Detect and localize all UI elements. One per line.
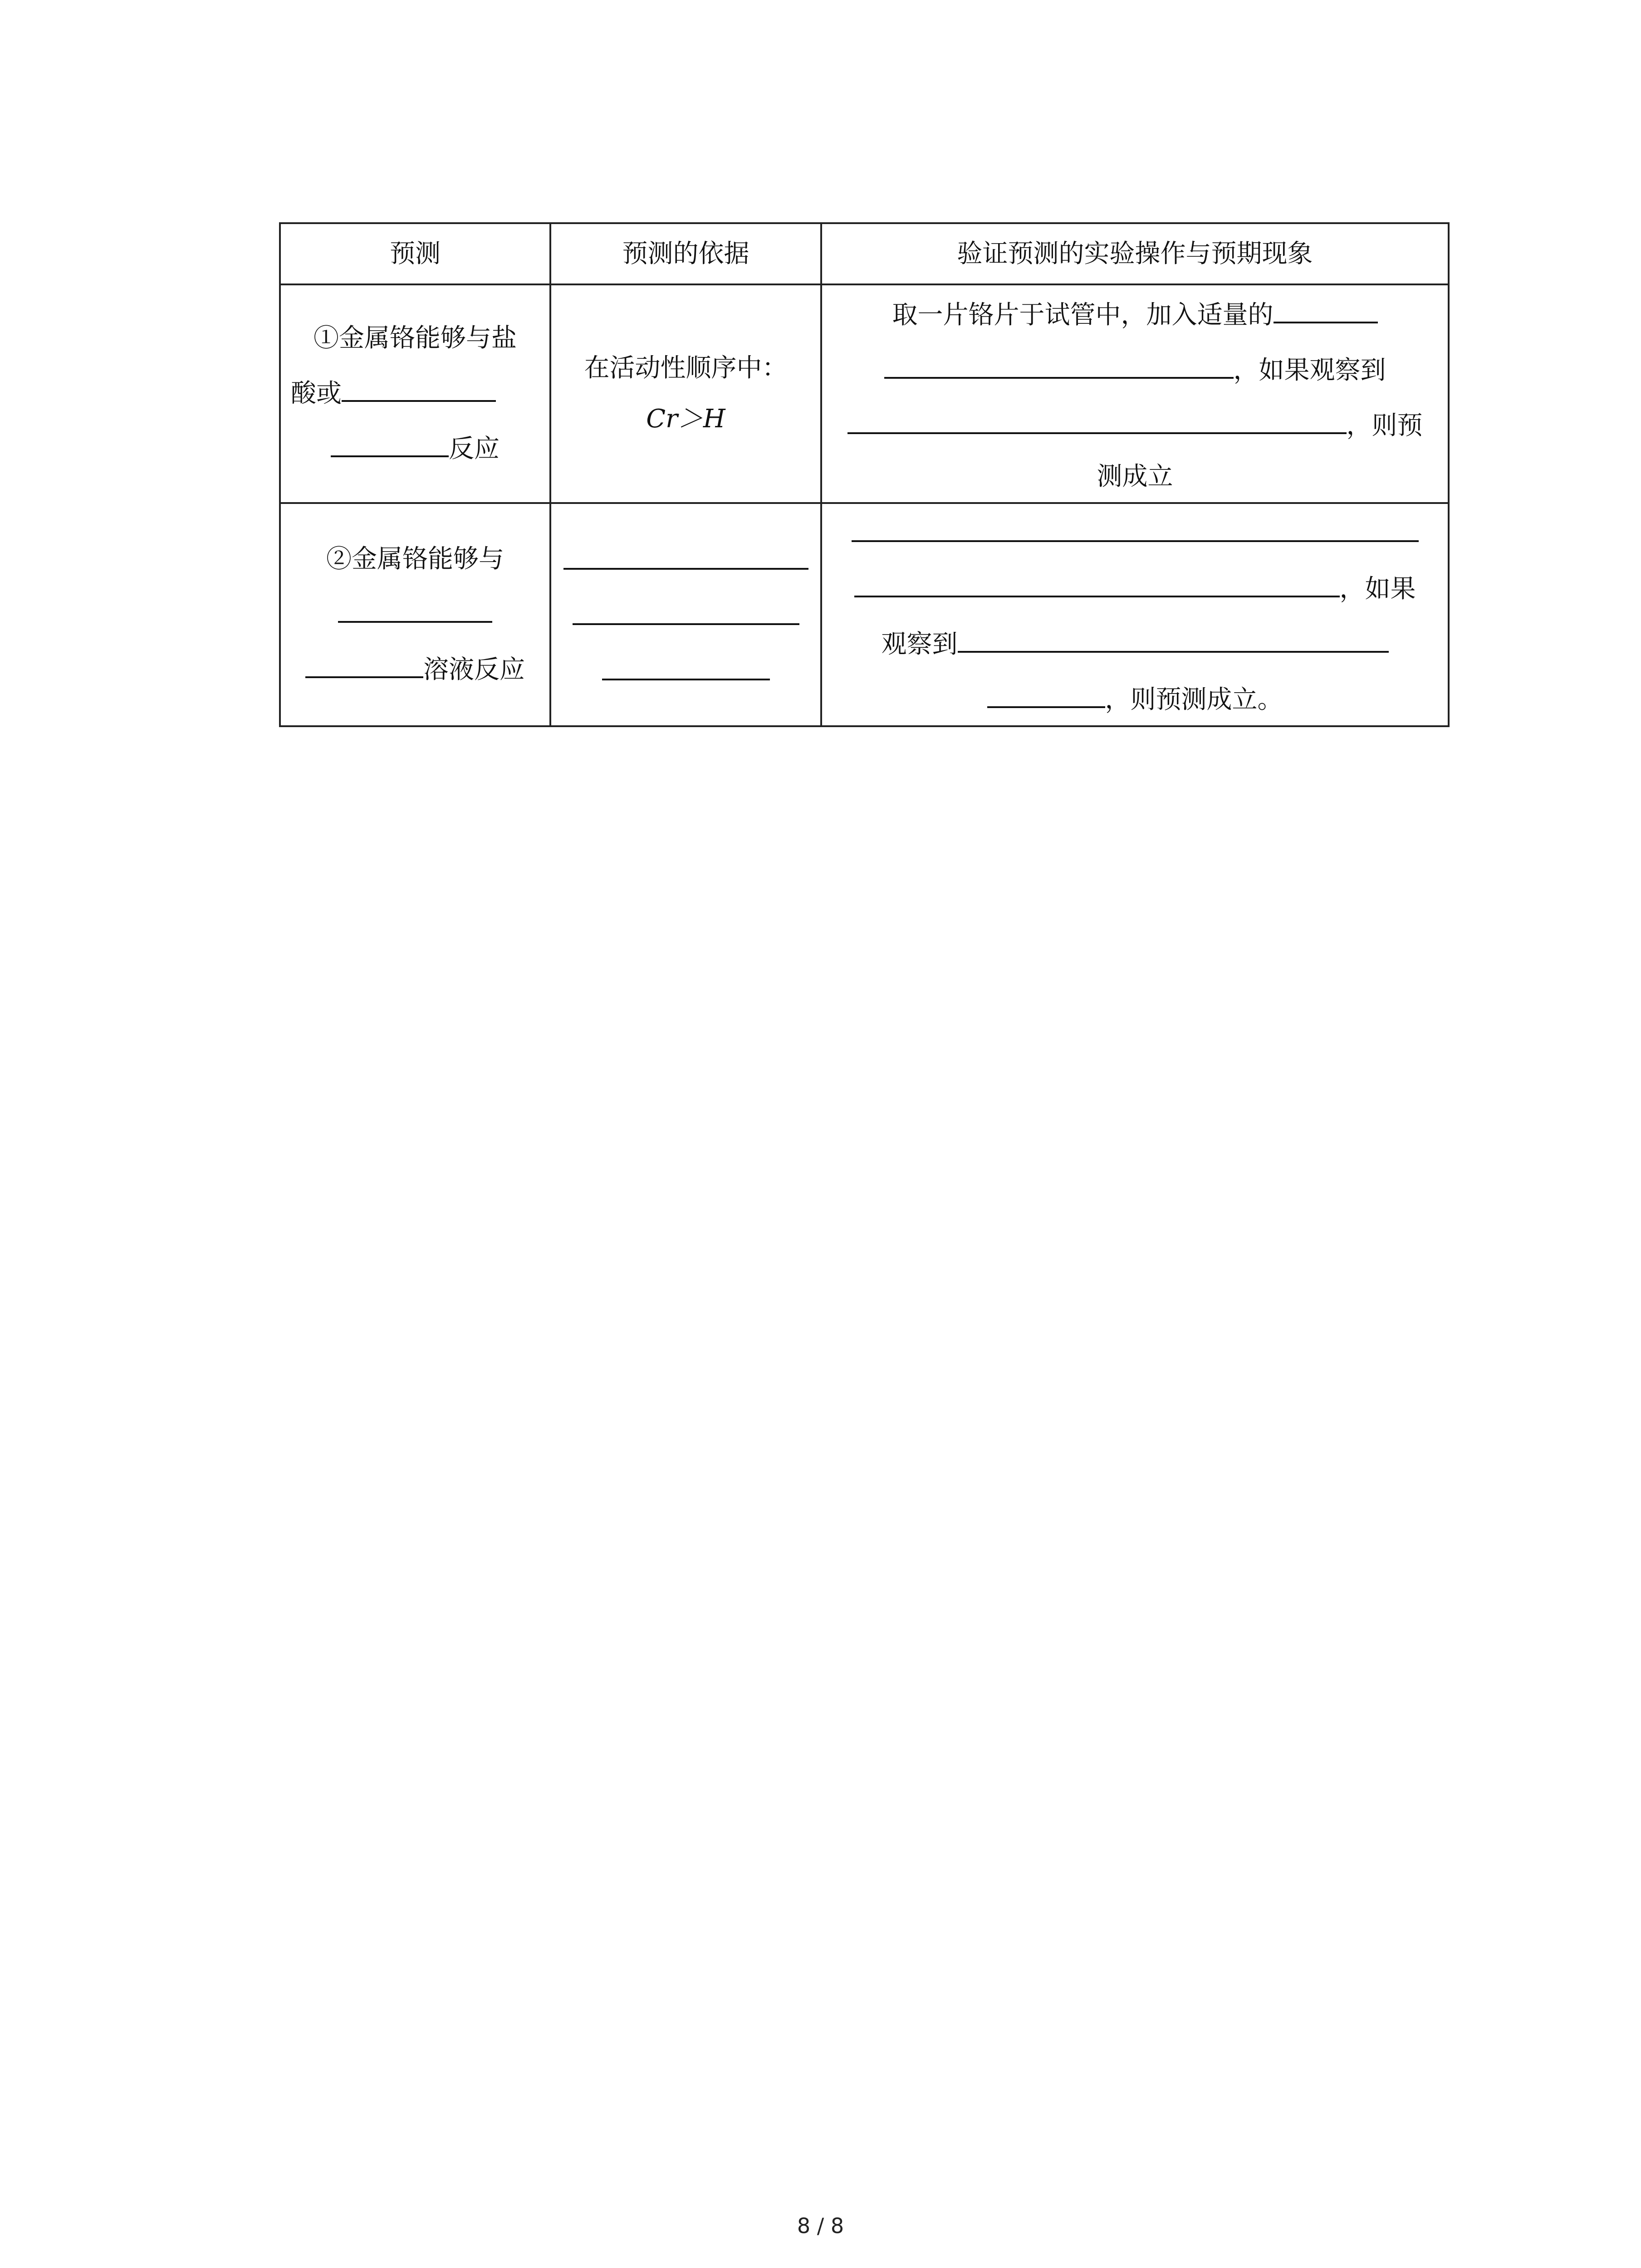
row2-op-text2: ，如果 [1339, 574, 1416, 604]
row2-op-line3 [832, 615, 1438, 670]
row1-op-text2: ，如果观察到 [1233, 356, 1386, 385]
answer-blank[interactable] [573, 587, 799, 625]
table-row [280, 284, 1449, 503]
answer-blank[interactable] [331, 419, 449, 457]
row2-prediction-line3 [291, 640, 539, 695]
row2-op-line4 [832, 670, 1438, 725]
row2-basis-line3 [561, 642, 810, 698]
row1-operation-cell [821, 284, 1449, 503]
answer-blank[interactable] [563, 532, 808, 570]
row1-op-line4: 测成立 [1097, 462, 1173, 491]
row2-op-line2 [832, 559, 1438, 615]
header-verification: 验证预测的实验操作与预期现象 [821, 223, 1449, 284]
row1-basis-line2: Cr＞H [646, 404, 725, 434]
row1-prediction-line3 [291, 419, 539, 474]
prediction-table [279, 222, 1450, 727]
answer-blank[interactable] [987, 670, 1105, 708]
row1-prediction-cell [280, 284, 550, 503]
row2-op-text3: 观察到 [881, 630, 958, 659]
row1-op-line1 [832, 285, 1438, 341]
row1-prediction-line2 [291, 364, 539, 419]
row1-op-line3 [832, 396, 1438, 451]
answer-blank[interactable] [342, 364, 496, 402]
table-row [280, 503, 1449, 726]
row2-basis-line1 [561, 532, 810, 587]
row1-op-line2 [832, 341, 1438, 396]
row1-op-text3: ，则预 [1346, 411, 1423, 440]
row2-op-text4: ，则预测成立。 [1105, 685, 1283, 714]
answer-blank[interactable] [1274, 285, 1378, 323]
header-basis: 预测的依据 [550, 223, 821, 284]
answer-blank[interactable] [958, 615, 1389, 653]
page-number: 8 / 8 [797, 2214, 844, 2238]
answer-blank[interactable] [847, 396, 1347, 434]
row1-prediction-text2: 酸或 [291, 379, 342, 408]
answer-blank[interactable] [852, 504, 1419, 542]
row1-prediction-text3: 反应 [449, 434, 500, 464]
row2-basis-cell [550, 503, 821, 726]
row1-op-text1: 取一片铬片于试管中，加入适量的 [892, 300, 1274, 330]
row1-basis-line1: 在活动性顺序中： [584, 353, 788, 383]
row2-op-line1 [832, 504, 1438, 559]
table-header-row [280, 223, 1449, 284]
row2-basis-line2 [561, 587, 810, 642]
answer-blank[interactable] [305, 640, 423, 678]
row1-prediction-line1: ①金属铬能够与盐 [314, 323, 517, 353]
answer-blank[interactable] [854, 559, 1340, 597]
row2-prediction-line2 [291, 585, 539, 640]
row1-basis-cell [550, 284, 821, 503]
answer-blank[interactable] [602, 642, 770, 680]
row2-prediction-line1: ②金属铬能够与 [326, 544, 504, 574]
row2-prediction-text3: 溶液反应 [423, 655, 525, 684]
answer-blank[interactable] [884, 341, 1234, 379]
answer-blank[interactable] [338, 585, 492, 623]
header-prediction: 预测 [280, 223, 550, 284]
row2-prediction-cell [280, 503, 550, 726]
row2-operation-cell [821, 503, 1449, 726]
